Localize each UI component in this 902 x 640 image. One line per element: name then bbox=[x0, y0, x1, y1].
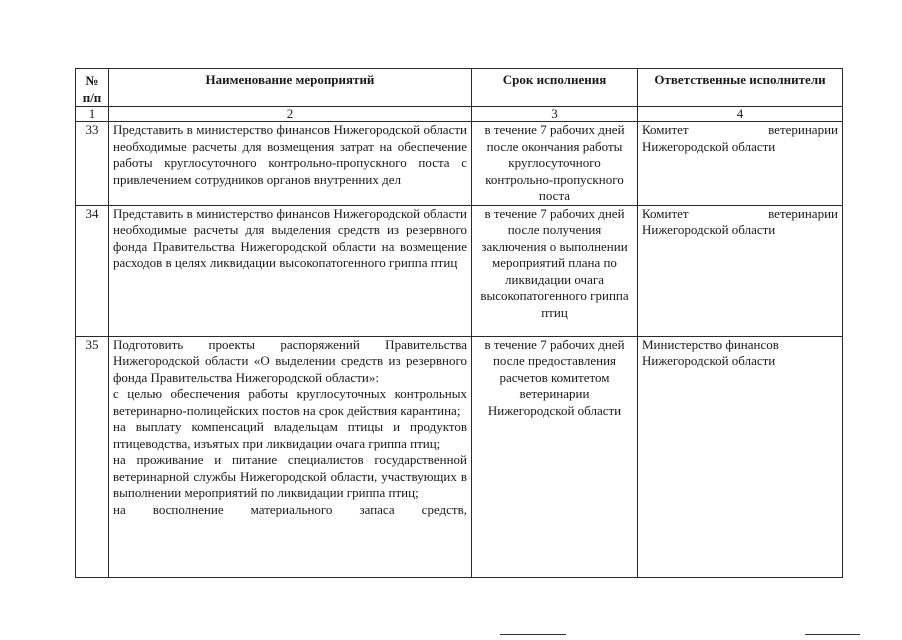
description-paragraph: на восполнение материального запаса средств, bbox=[113, 501, 467, 517]
responsible-line: Нижегородской области bbox=[642, 222, 776, 237]
row-number: 35 bbox=[76, 336, 109, 577]
table-row bbox=[76, 122, 843, 206]
row-number: 34 bbox=[76, 205, 109, 336]
header-number: № п/п bbox=[76, 69, 109, 107]
responsible-line: Нижегородской области bbox=[642, 353, 776, 368]
column-index-row bbox=[76, 107, 843, 122]
responsible-executor bbox=[638, 205, 843, 336]
description-paragraph: на выплату компенсаций владельцам птицы и продуктов птицеводства, изъятых при ликвидации очага гриппа птиц; bbox=[113, 419, 467, 451]
responsible-line: Нижегородской области bbox=[642, 138, 776, 154]
header-row bbox=[76, 69, 843, 107]
measure-description bbox=[109, 336, 472, 577]
responsible-executor bbox=[638, 336, 843, 577]
responsible-line: Комитет ветеринарии bbox=[642, 122, 838, 137]
responsible-line: Комитет ветеринарии bbox=[642, 205, 838, 221]
measures-table bbox=[75, 68, 843, 578]
description-paragraph: Подготовить проекты распоряжений Правительства Нижегородской области «О выделении средств из резервного фонда Правительства Нижегородской области»: bbox=[113, 336, 467, 385]
deadline: в течение 7 рабочих дней после окончания работы круглосуточного контрольно-пропускного поста bbox=[472, 122, 638, 206]
table-row bbox=[76, 205, 843, 336]
header-deadline: Срок исполнения bbox=[472, 69, 638, 107]
row-number: 33 bbox=[76, 122, 109, 206]
column-index: 3 bbox=[472, 107, 638, 122]
measure-description bbox=[109, 205, 472, 336]
description-paragraph: с целью обеспечения работы круглосуточных контрольных ветеринарно-полицейских постов на срок действия карантина; bbox=[113, 386, 467, 418]
table-row bbox=[76, 336, 843, 577]
scan-mark-line bbox=[500, 634, 566, 635]
scan-mark-line bbox=[805, 634, 860, 635]
column-index: 2 bbox=[109, 107, 472, 122]
column-index: 4 bbox=[638, 107, 843, 122]
description-paragraph: Представить в министерство финансов Нижегородской области необходимые расчеты для выделения средств из резервного фонда Правительства Нижегородской области на возмещение расходов в целях ликвидации высокопатогенного гриппа птиц bbox=[113, 205, 467, 270]
deadline: в течение 7 рабочих дней после предоставления расчетов комитетом ветеринарии Нижегородской области bbox=[472, 336, 638, 577]
header-responsible: Ответственные исполнители bbox=[638, 69, 843, 107]
description-paragraph: на проживание и питание специалистов государственной ветеринарной службы Нижегородской области, участвующих в выполнении мероприятий по ликвидации гриппа птиц; bbox=[113, 452, 467, 500]
measure-description bbox=[109, 122, 472, 206]
column-index: 1 bbox=[76, 107, 109, 122]
deadline: в течение 7 рабочих дней после получения заключения о выполнении мероприятий плана по ликвидации очага высокопатогенного гриппа птиц bbox=[472, 205, 638, 336]
header-measure-name: Наименование мероприятий bbox=[109, 69, 472, 107]
responsible-line: Министерство финансов bbox=[642, 336, 779, 352]
responsible-executor bbox=[638, 122, 843, 206]
description-paragraph: Представить в министерство финансов Нижегородской области необходимые расчеты для возмещения затрат на обеспечение работы круглосуточного контрольно-пропускного поста с привлечением сотрудников органов внутренних дел bbox=[113, 122, 467, 187]
